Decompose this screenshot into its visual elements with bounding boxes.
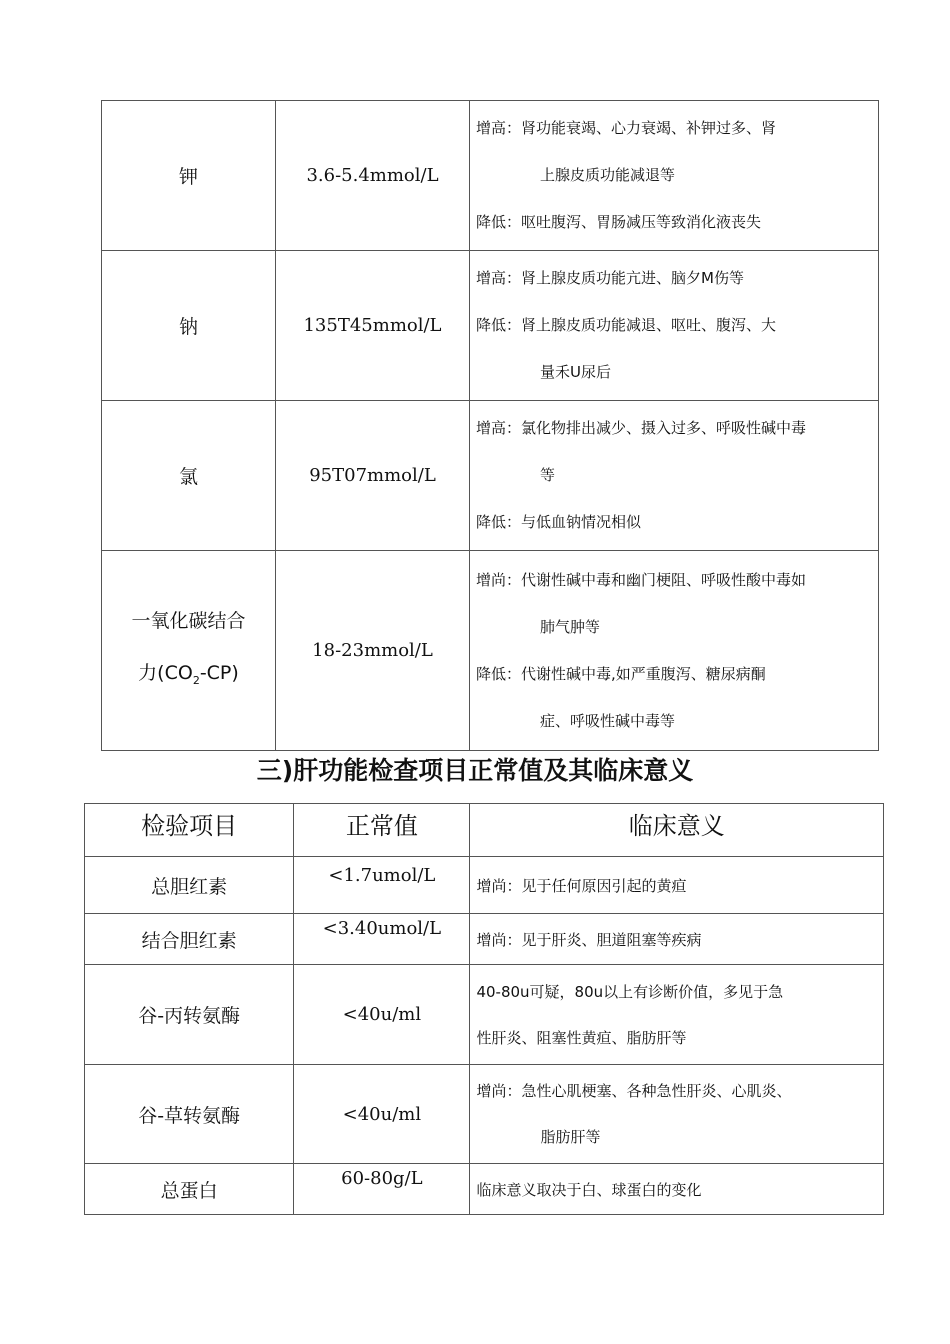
item-name: 钠	[102, 251, 276, 401]
table-row	[102, 401, 879, 551]
item-name-part: -CP)	[199, 661, 239, 684]
meaning-line: 降低：代谢性碱中毒,如严重腹泻、糖尿病酮	[476, 664, 766, 683]
table-row	[85, 914, 884, 965]
item-name-subscript: 2	[192, 673, 200, 687]
meaning-line: 增尚：代谢性碱中毒和幽门梗阻、呼吸性酸中毒如	[476, 570, 807, 589]
normal-value: <3.40umol/L	[294, 914, 470, 965]
meaning-line: 增高：氯化物排出减少、摄入过多、呼吸性碱中毒	[476, 419, 807, 437]
liver-function-table	[84, 803, 884, 1215]
normal-value: 95T07mmol/L	[276, 401, 470, 551]
meaning-line: 增高：肾上腺皮质功能亢进、脑夕M伤等	[476, 269, 744, 287]
item-name: 谷-草转氨酶	[85, 1065, 294, 1164]
clinical-meaning	[470, 401, 879, 551]
item-name: 钾	[102, 101, 276, 251]
table-header-row	[85, 804, 884, 857]
column-header: 正常值	[294, 804, 470, 857]
meaning-line: 症、呼吸性碱中毒等	[540, 711, 676, 730]
normal-value: 60-80g/L	[294, 1164, 470, 1215]
table-row	[102, 251, 879, 401]
meaning-line: 等	[540, 466, 556, 484]
column-header: 检验项目	[85, 804, 294, 857]
section-title: 三)肝功能检查项目正常值及其临床意义	[256, 756, 694, 785]
table-row	[85, 1164, 884, 1215]
meaning-line: 上腺皮质功能减退等	[540, 166, 676, 184]
item-name-part: 力(CO	[138, 661, 193, 684]
meaning-line: 降低：呕吐腹泻、胃肠减压等致消化液丧失	[476, 213, 762, 231]
clinical-meaning	[470, 1164, 884, 1215]
meaning-line: 性肝炎、阻塞性黄疸、脂肪肝等	[476, 1028, 687, 1047]
clinical-meaning	[470, 251, 879, 401]
item-name-line: 一氧化碳结合	[131, 609, 246, 632]
column-header: 临床意义	[470, 804, 884, 857]
item-name: 结合胆红素	[85, 914, 294, 965]
meaning-line: 临床意义取决于白、球蛋白的变化	[476, 1180, 702, 1199]
item-name: 总蛋白	[85, 1164, 294, 1215]
meaning-line: 肺气肿等	[540, 617, 601, 636]
table-row	[85, 857, 884, 914]
normal-value: <1.7umol/L	[294, 857, 470, 914]
clinical-meaning	[470, 101, 879, 251]
meaning-line: 增尚：见于肝炎、胆道阻塞等疾病	[476, 930, 702, 949]
normal-value: <40u/ml	[294, 1065, 470, 1164]
clinical-meaning	[470, 857, 884, 914]
normal-value: 18-23mmol/L	[276, 551, 470, 751]
clinical-meaning	[470, 1065, 884, 1164]
electrolyte-table	[101, 100, 879, 751]
clinical-meaning	[470, 965, 884, 1065]
table-row	[85, 965, 884, 1065]
meaning-line: 增尚：见于任何原因引起的黄疸	[476, 876, 687, 895]
meaning-line: 脂肪肝等	[540, 1128, 601, 1146]
table-row	[85, 1065, 884, 1164]
item-name: 谷-丙转氨酶	[85, 965, 294, 1065]
meaning-line: 增尚：急性心肌梗塞、各种急性肝炎、心肌炎、	[476, 1082, 792, 1100]
meaning-line: 量禾U尿后	[540, 363, 611, 381]
item-name	[102, 551, 276, 751]
meaning-line: 降低：与低血钠情况相似	[476, 513, 642, 531]
clinical-meaning	[470, 551, 879, 751]
normal-value: <40u/ml	[294, 965, 470, 1065]
clinical-meaning	[470, 914, 884, 965]
table-row	[102, 551, 879, 751]
item-name: 总胆红素	[85, 857, 294, 914]
meaning-line: 增高：肾功能衰竭、心力衰竭、补钾过多、肾	[476, 119, 777, 137]
table-row	[102, 101, 879, 251]
meaning-line: 40-80u可疑，80u以上有诊断价值，多见于急	[476, 982, 784, 1001]
item-name: 氯	[102, 401, 276, 551]
item-name-line	[102, 647, 275, 707]
meaning-line: 降低：肾上腺皮质功能减退、呕吐、腹泻、大	[476, 316, 777, 334]
normal-value: 3.6-5.4mmol/L	[276, 101, 470, 251]
normal-value: 135T45mmol/L	[276, 251, 470, 401]
